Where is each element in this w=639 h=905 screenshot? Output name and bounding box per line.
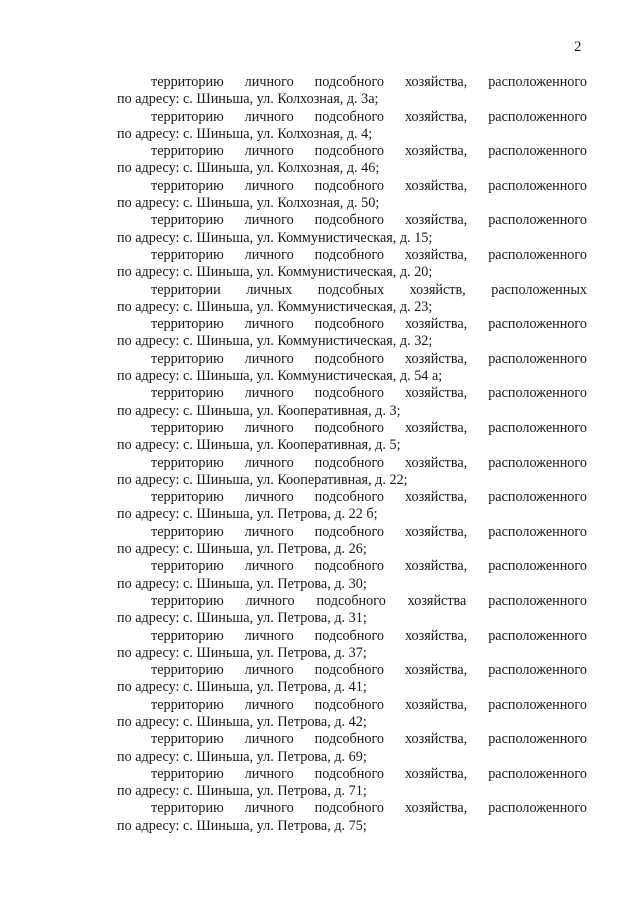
entry-word: территорию — [151, 489, 224, 506]
entry-word: территорию — [151, 316, 224, 333]
list-item — [117, 74, 587, 109]
entry-word: личного — [244, 350, 294, 367]
entry-word: подсобного — [314, 765, 385, 782]
entry-word: подсобного — [314, 212, 385, 229]
entry-address: по адресу: с. Шиньша, ул. Кооперативная, д. 22; — [117, 471, 408, 488]
list-item — [117, 109, 587, 144]
entry-word: личного — [244, 385, 294, 402]
list-item — [117, 628, 587, 663]
entry-word: хозяйства, — [405, 212, 468, 229]
entry-word: личного — [244, 177, 294, 194]
entry-first-line — [117, 282, 587, 299]
entry-first-line — [117, 455, 587, 472]
entry-first-line — [117, 697, 587, 714]
entry-word: подсобного — [316, 592, 386, 609]
entry-word: расположенного — [488, 350, 587, 367]
entry-first-line — [117, 662, 587, 679]
entry-address: по адресу: с. Шиньша, ул. Колхозная, д. 50; — [117, 195, 380, 212]
entry-address: по адресу: с. Шиньша, ул. Коммунистическая, д. 54 а; — [117, 368, 443, 385]
entry-address: по адресу: с. Шиньша, ул. Петрова, д. 22 б; — [117, 506, 378, 523]
entry-word: хозяйства, — [405, 350, 468, 367]
entry-word: подсобного — [314, 108, 385, 125]
list-item — [117, 351, 587, 386]
entry-first-line — [117, 74, 587, 91]
entry-word: подсобного — [314, 246, 385, 263]
entry-word: территорию — [151, 558, 224, 575]
entry-word: личного — [244, 143, 294, 160]
entry-first-line — [117, 628, 587, 645]
entry-word: территорию — [151, 731, 224, 748]
entry-first-line — [117, 385, 587, 402]
entry-word: личного — [244, 765, 294, 782]
entry-word: территорию — [151, 108, 224, 125]
entry-first-line — [117, 351, 587, 368]
entry-word: личного — [244, 696, 294, 713]
entry-word: территорию — [151, 696, 224, 713]
entry-word: расположенного — [488, 212, 587, 229]
entry-word: подсобного — [314, 627, 385, 644]
entry-word: подсобных — [317, 281, 385, 298]
entry-word: расположенных — [491, 281, 587, 298]
entry-word: хозяйства, — [405, 385, 468, 402]
list-item — [117, 282, 587, 317]
entry-address: по адресу: с. Шиньша, ул. Колхозная, д. 3а; — [117, 91, 379, 108]
entry-word: расположенного — [488, 765, 587, 782]
entry-word: территорию — [151, 523, 224, 540]
entry-first-line — [117, 800, 587, 817]
entry-word: хозяйства, — [405, 765, 468, 782]
entry-word: хозяйства, — [405, 800, 468, 817]
entry-word: территории — [151, 281, 221, 298]
entry-word: расположенного — [488, 108, 587, 125]
entry-word: расположенного — [488, 696, 587, 713]
entry-word: личных — [246, 281, 293, 298]
entry-word: хозяйства, — [405, 696, 468, 713]
entry-word: расположенного — [488, 316, 587, 333]
list-item — [117, 800, 587, 835]
list-item — [117, 247, 587, 282]
list-item — [117, 385, 587, 420]
entry-word: подсобного — [314, 177, 385, 194]
entry-first-line — [117, 420, 587, 437]
entry-word: хозяйства, — [405, 558, 468, 575]
entry-word: личного — [244, 489, 294, 506]
list-item — [117, 593, 587, 628]
entry-word: личного — [244, 108, 294, 125]
entry-word: хозяйства — [407, 592, 467, 609]
entry-word: хозяйства, — [405, 489, 468, 506]
entry-word: личного — [244, 662, 294, 679]
entry-word: расположенного — [488, 592, 587, 609]
entry-word: расположенного — [488, 246, 587, 263]
entry-word: подсобного — [314, 489, 385, 506]
entry-word: подсобного — [314, 385, 385, 402]
entry-address: по адресу: с. Шиньша, ул. Петрова, д. 71; — [117, 783, 367, 800]
entry-word: личного — [244, 627, 294, 644]
list-item — [117, 420, 587, 455]
list-item — [117, 697, 587, 732]
entry-word: расположенного — [488, 177, 587, 194]
entry-word: расположенного — [488, 143, 587, 160]
entry-word: территорию — [151, 592, 224, 609]
entry-address: по адресу: с. Шиньша, ул. Петрова, д. 42; — [117, 713, 367, 730]
list-item — [117, 662, 587, 697]
entry-first-line — [117, 109, 587, 126]
entry-word: подсобного — [314, 143, 385, 160]
entry-address: по адресу: с. Шиньша, ул. Петрова, д. 69; — [117, 748, 367, 765]
page-number: 2 — [574, 39, 582, 55]
entry-word: личного — [244, 731, 294, 748]
list-item — [117, 731, 587, 766]
entry-word: личного — [244, 558, 294, 575]
entry-address: по адресу: с. Шиньша, ул. Колхозная, д. 4; — [117, 125, 373, 142]
entry-first-line — [117, 316, 587, 333]
entry-word: территорию — [151, 454, 224, 471]
entry-word: подсобного — [314, 558, 385, 575]
entry-word: территорию — [151, 662, 224, 679]
entry-word: личного — [244, 316, 294, 333]
entry-word: расположенного — [488, 558, 587, 575]
entry-word: подсобного — [314, 419, 385, 436]
entry-word: территорию — [151, 800, 224, 817]
entry-word: территорию — [151, 385, 224, 402]
entry-word: личного — [244, 212, 294, 229]
entry-word: расположенного — [488, 627, 587, 644]
entry-word: расположенного — [488, 419, 587, 436]
entry-word: хозяйства, — [405, 143, 468, 160]
entry-word: расположенного — [488, 731, 587, 748]
entry-word: расположенного — [488, 662, 587, 679]
entry-first-line — [117, 558, 587, 575]
entry-word: личного — [244, 74, 294, 90]
entry-word: хозяйства, — [405, 74, 468, 90]
list-item — [117, 524, 587, 559]
list-item — [117, 212, 587, 247]
entry-word: личного — [244, 419, 294, 436]
entry-word: хозяйства, — [405, 627, 468, 644]
entry-word: подсобного — [314, 350, 385, 367]
entry-address: по адресу: с. Шиньша, ул. Петрова, д. 75; — [117, 817, 367, 834]
entry-word: хозяйства, — [405, 731, 468, 748]
entry-first-line — [117, 489, 587, 506]
entry-word: хозяйств, — [409, 281, 466, 298]
entry-word: хозяйства, — [405, 316, 468, 333]
list-item — [117, 489, 587, 524]
entry-word: хозяйства, — [405, 662, 468, 679]
entry-word: подсобного — [314, 800, 385, 817]
entry-word: территорию — [151, 350, 224, 367]
entry-first-line — [117, 593, 587, 610]
list-item — [117, 143, 587, 178]
list-item — [117, 455, 587, 490]
entry-address: по адресу: с. Шиньша, ул. Кооперативная, д. 5; — [117, 437, 401, 454]
entry-word: личного — [244, 454, 294, 471]
entry-word: личного — [244, 800, 294, 817]
list-item — [117, 178, 587, 213]
list-item — [117, 558, 587, 593]
entry-word: территорию — [151, 74, 224, 90]
entry-address: по адресу: с. Шиньша, ул. Петрова, д. 37; — [117, 644, 367, 661]
entry-first-line — [117, 766, 587, 783]
entry-address: по адресу: с. Шиньша, ул. Кооперативная, д. 3; — [117, 402, 401, 419]
entries-list — [117, 74, 587, 835]
entry-address: по адресу: с. Шиньша, ул. Петрова, д. 26; — [117, 541, 367, 558]
entry-word: расположенного — [488, 385, 587, 402]
entry-first-line — [117, 212, 587, 229]
entry-word: хозяйства, — [405, 454, 468, 471]
entry-word: личного — [244, 246, 294, 263]
entry-word: подсобного — [314, 74, 385, 90]
entry-word: хозяйства, — [405, 523, 468, 540]
entry-address: по адресу: с. Шиньша, ул. Коммунистическая, д. 32; — [117, 333, 433, 350]
entry-word: расположенного — [488, 800, 587, 817]
entry-address: по адресу: с. Шиньша, ул. Петрова, д. 31; — [117, 610, 367, 627]
entry-first-line — [117, 178, 587, 195]
entry-word: подсобного — [314, 316, 385, 333]
entry-first-line — [117, 143, 587, 160]
entry-first-line — [117, 524, 587, 541]
entry-word: личного — [245, 592, 295, 609]
entry-word: хозяйства, — [405, 246, 468, 263]
entry-word: расположенного — [488, 489, 587, 506]
entry-address: по адресу: с. Шиньша, ул. Коммунистическая, д. 20; — [117, 264, 433, 281]
entry-word: территорию — [151, 246, 224, 263]
entry-word: подсобного — [314, 731, 385, 748]
entry-word: личного — [244, 523, 294, 540]
entry-word: хозяйства, — [405, 419, 468, 436]
entry-word: территорию — [151, 212, 224, 229]
entry-word: расположенного — [488, 74, 587, 90]
entry-word: территорию — [151, 177, 224, 194]
entry-word: хозяйства, — [405, 108, 468, 125]
entry-word: территорию — [151, 419, 224, 436]
entry-word: подсобного — [314, 454, 385, 471]
entry-word: подсобного — [314, 696, 385, 713]
entry-word: территорию — [151, 627, 224, 644]
entry-first-line — [117, 247, 587, 264]
entry-word: территорию — [151, 765, 224, 782]
entry-first-line — [117, 731, 587, 748]
entry-word: территорию — [151, 143, 224, 160]
entry-word: расположенного — [488, 523, 587, 540]
entry-word: подсобного — [314, 523, 385, 540]
entry-address: по адресу: с. Шиньша, ул. Коммунистическая, д. 15; — [117, 229, 433, 246]
entry-address: по адресу: с. Шиньша, ул. Колхозная, д. 46; — [117, 160, 380, 177]
list-item — [117, 766, 587, 801]
entry-word: подсобного — [314, 662, 385, 679]
entry-address: по адресу: с. Шиньша, ул. Коммунистическая, д. 23; — [117, 298, 433, 315]
entry-address: по адресу: с. Шиньша, ул. Петрова, д. 30; — [117, 575, 367, 592]
entry-address: по адресу: с. Шиньша, ул. Петрова, д. 41; — [117, 679, 367, 696]
entry-word: хозяйства, — [405, 177, 468, 194]
list-item — [117, 316, 587, 351]
entry-word: расположенного — [488, 454, 587, 471]
